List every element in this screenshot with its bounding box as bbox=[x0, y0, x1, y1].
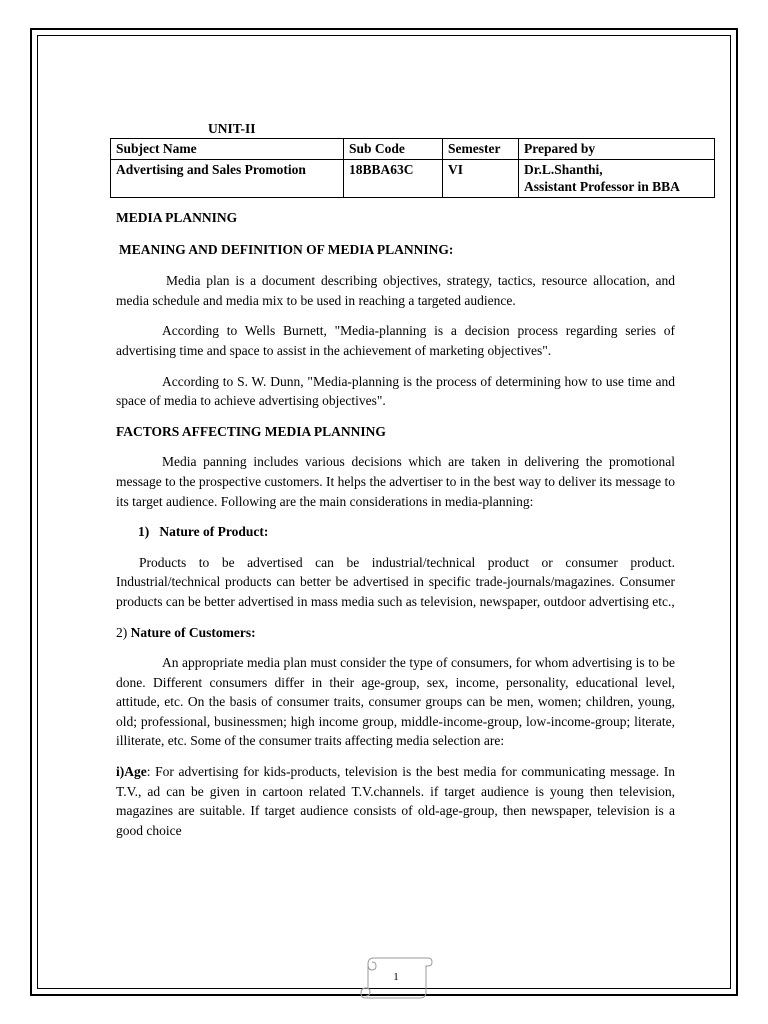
heading-nature-of-customers bbox=[116, 623, 675, 643]
para-media-plan: Media plan is a document describing objectives, strategy, tactics, resource allocation, and media schedule and media mix to be used in reaching a targeted audience. bbox=[116, 273, 675, 308]
document-body bbox=[116, 208, 675, 840]
heading-customers-number: 2) bbox=[116, 624, 128, 640]
preparer-title: Assistant Professor in BBA bbox=[524, 179, 680, 194]
para-product: Products to be advertised can be industrial/technical product or consumer product. Industrial/technical products can better be advertised in specific trade-journals/magazines. Consumer products can be better advertised in mass media such as television, newspaper, outdoor advertising etc., bbox=[116, 554, 675, 609]
para-wells-burnett: According to Wells Burnett, "Media-planning is a decision process regarding series of advertising time and space to assist in the achievement of marketing objectives". bbox=[116, 323, 675, 358]
age-label: i)Age bbox=[116, 764, 147, 780]
para-customers: An appropriate media plan must consider the type of consumers, for whom advertising is to be done. Different consumers differ in their age-group, sex, income, personality, educational level, attitude, etc. On the basis of consumer traits, consumer groups can be men, women; children, young, old; professional, businessmen; high income group, middle-income-group, low-income-group; literate, illiterate, etc. Some of the consumer traits affecting media selection are: bbox=[116, 655, 675, 749]
preparer-name: Dr.L.Shanthi, bbox=[524, 162, 603, 177]
para-sw-dunn: According to S. W. Dunn, "Media-planning is the process of determining how to use time and space of media to achieve advertising objectives". bbox=[116, 373, 675, 409]
heading-nature-of-product bbox=[116, 522, 675, 542]
para-age bbox=[116, 762, 675, 840]
table-value-row bbox=[111, 160, 715, 198]
page-number: 1 bbox=[393, 971, 399, 983]
age-text: : For advertising for kids-products, television is the best media for communicating message. In T.V., ad can be given in cartoon related T.V.channels. if target audience is young then television, magazines are suitable. If target audience consists of old-age-group, then newspaper, television is a good choice bbox=[116, 764, 675, 838]
unit-title: UNIT-II bbox=[208, 121, 256, 136]
heading-media-planning: MEDIA PLANNING bbox=[116, 210, 238, 225]
semester-value: VI bbox=[443, 160, 519, 198]
table-header-row bbox=[111, 139, 715, 160]
subject-info-table bbox=[110, 138, 715, 198]
heading-product-number: 1) bbox=[138, 524, 150, 540]
code-value: 18BBA63C bbox=[344, 160, 443, 198]
heading-meaning-definition: MEANING AND DEFINITION OF MEDIA PLANNING: bbox=[119, 241, 454, 257]
heading-customers-text: Nature of Customers: bbox=[130, 624, 256, 640]
header-sub-code: Sub Code bbox=[344, 139, 443, 160]
header-prepared-by: Prepared by bbox=[519, 139, 715, 160]
header-semester: Semester bbox=[443, 139, 519, 160]
preparer-cell bbox=[519, 160, 715, 198]
para-factors: Media panning includes various decisions which are taken in delivering the promotional message to the prospective customers. It helps the advertiser to in the best way to deliver its message to its target audience. Following are the main considerations in media-planning: bbox=[116, 454, 675, 509]
heading-product-text: Nature of Product: bbox=[159, 524, 269, 540]
header-subject-name: Subject Name bbox=[111, 139, 344, 160]
heading-factors: FACTORS AFFECTING MEDIA PLANNING bbox=[116, 423, 386, 439]
subject-value: Advertising and Sales Promotion bbox=[111, 160, 344, 198]
